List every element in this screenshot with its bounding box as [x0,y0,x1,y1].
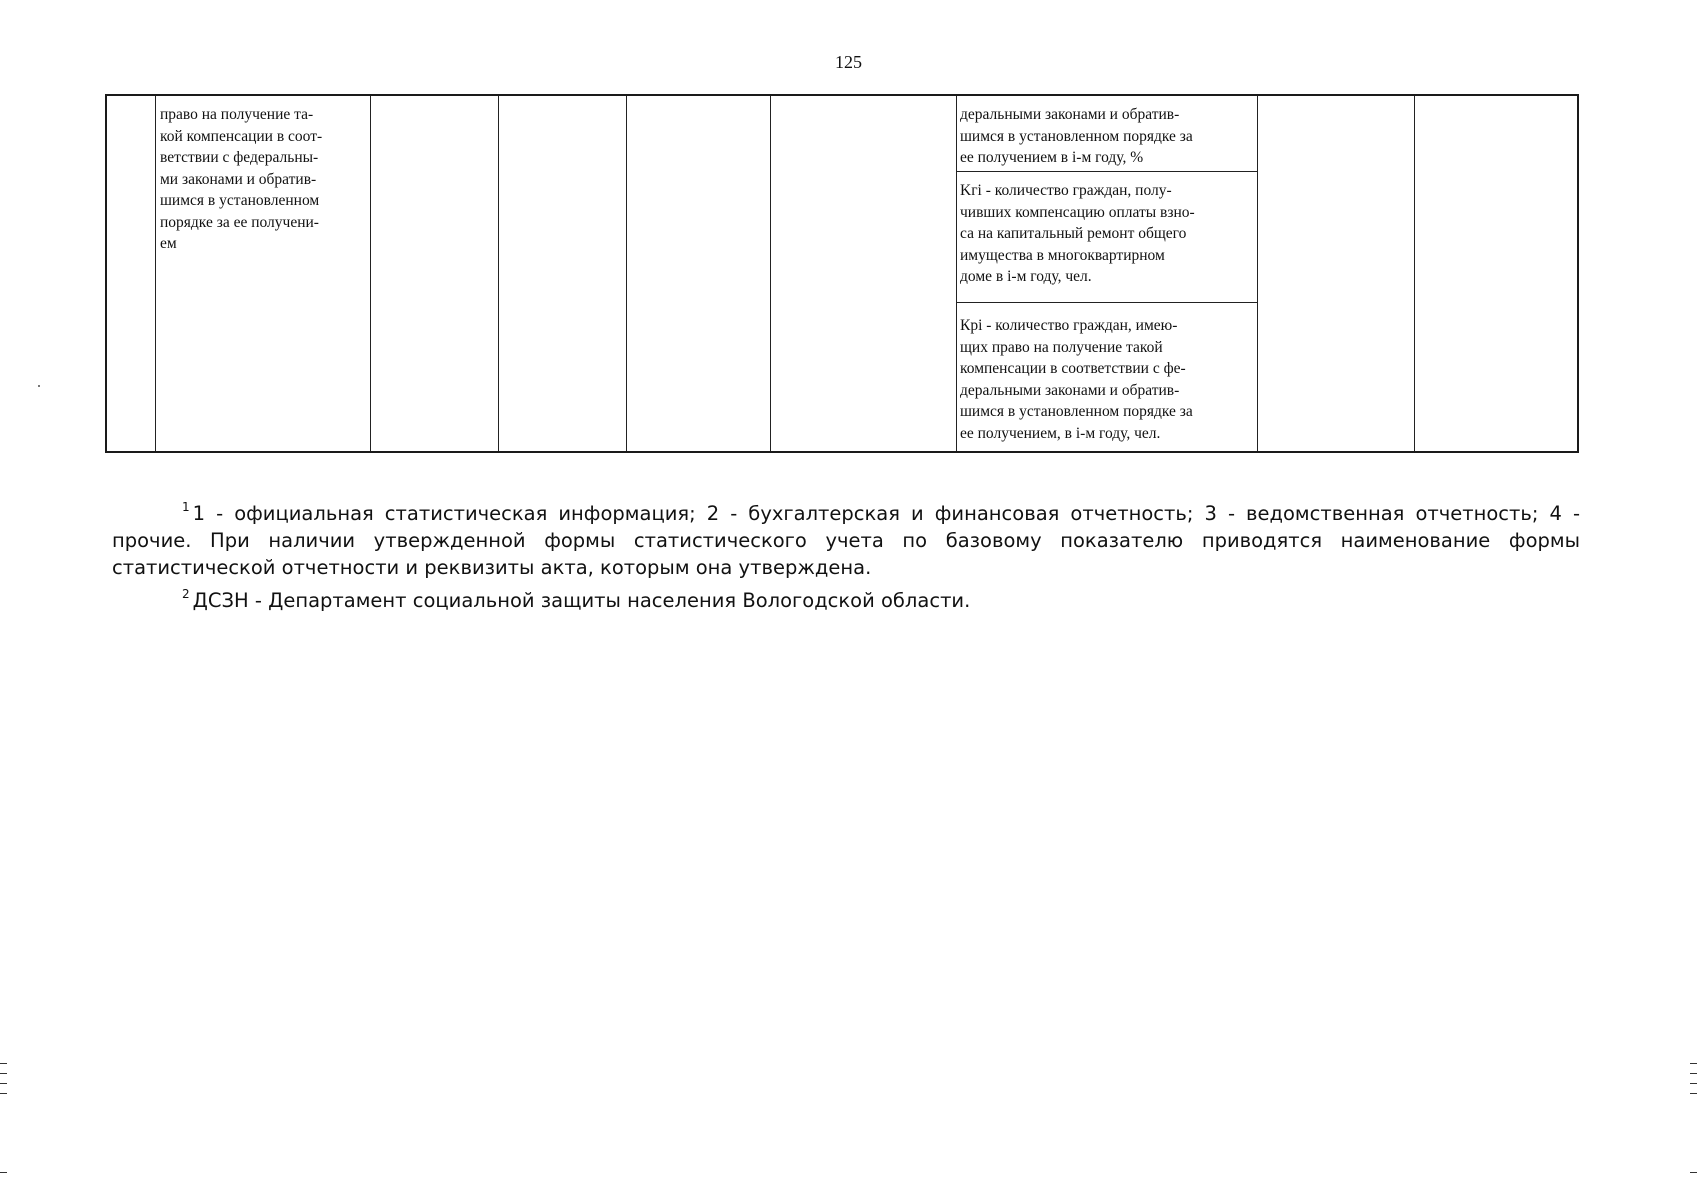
cell-empty-9 [1415,95,1579,452]
cell-empty-8 [1258,95,1415,452]
cell-indicator-description [156,95,371,452]
indicator-table [105,94,1579,453]
footnote-2-text: ДСЗН - Департамент социальной защиты населения Вологодской области. [192,589,971,612]
scan-mark-right-1 [1690,1063,1697,1064]
footnote-1 [112,494,1580,581]
formula-variable-kpi: Кpi - количество граждан, имею- щих право на получение такой компенсации в соответствии с фе- деральными законами и обратив- шимся в установленном порядке за ее получением, в i-м году, чел. [960,317,1193,442]
cell-empty-4 [499,95,627,452]
footnote-1-text: 1 - официальная статистическая информация; 2 - бухгалтерская и финансовая отчетность; 3 - ведомственная отчетность; 4 - прочие. При наличии утвержденной формы статистического учета по базовому показателю приводятся наименование формы статистической отчетности и реквизиты акта, которым она утверждена. [112,502,1580,579]
cell-number [106,95,156,452]
scan-mark-right-3 [1690,1083,1697,1084]
footnote-2-marker: 2 [182,587,190,601]
footnotes [112,494,1580,614]
scan-mark-left-4 [0,1093,7,1094]
scan-mark-right-4 [1690,1093,1697,1094]
scan-mark-right-2 [1690,1073,1697,1074]
footnote-1-marker: 1 [182,500,190,514]
footnote-2 [112,581,1580,614]
scan-mark-left-2 [0,1073,7,1074]
formula-variable-kgi: Kгi - количество граждан, полу- чивших компенсацию оплаты взно- са на капитальный ремонт общего имущества в многоквартирном доме в i-м году, чел. [957,172,1257,303]
scan-speck [38,385,40,387]
cell-empty-5 [627,95,771,452]
table-row [106,95,1578,452]
scan-mark-right-5 [1690,1172,1697,1173]
scan-mark-left-3 [0,1083,7,1084]
scan-mark-left-1 [0,1063,7,1064]
indicator-description-text: право на получение та- кой компенсации в соот- ветствии с федеральны- ми законами и обратив- шимся в установленном порядке за ее получени- ем [160,106,323,252]
cell-formula-variables [957,95,1258,452]
scan-mark-left-5 [0,1172,7,1173]
cell-empty-3 [371,95,499,452]
cell-empty-6 [771,95,957,452]
page-number: 125 [835,52,862,72]
formula-variable-continued: деральными законами и обратив- шимся в установленном порядке за ее получением в i-м году, % [957,96,1257,172]
